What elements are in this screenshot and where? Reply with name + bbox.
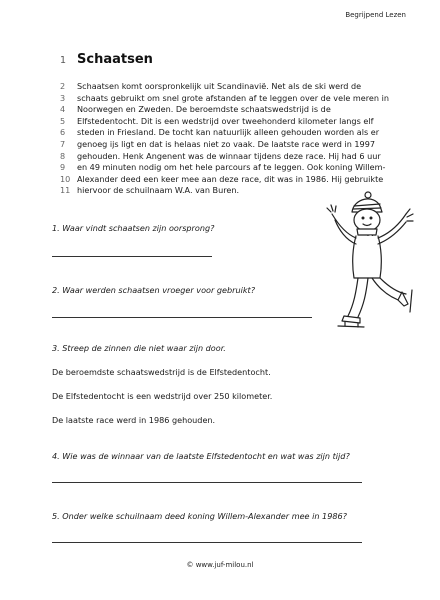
skater-illustration <box>318 190 418 340</box>
passage-line <box>60 174 420 186</box>
line-number: 11 <box>60 185 71 196</box>
answer-line-5[interactable] <box>52 542 362 543</box>
passage-line <box>60 151 420 163</box>
question-3: 3. Streep de zinnen die niet waar zijn door. <box>52 343 226 353</box>
statement-2[interactable]: De Elfstedentocht is een wedstrijd over 250 kilometer. <box>52 391 273 401</box>
passage-line <box>60 127 420 139</box>
line-number: 5 <box>60 115 66 126</box>
answer-line-2[interactable] <box>52 317 312 318</box>
line-number: 10 <box>60 173 71 184</box>
passage-line <box>60 104 420 116</box>
reading-passage <box>60 81 420 197</box>
answer-line-1[interactable] <box>52 256 212 257</box>
footer-copyright: © www.juf-milou.nl <box>186 561 254 569</box>
line-number: 7 <box>60 138 66 149</box>
question-5: 5. Onder welke schuilnaam deed koning Willem-Alexander mee in 1986? <box>52 511 347 521</box>
line-number: 3 <box>60 92 66 103</box>
line-number: 6 <box>60 127 66 138</box>
passage-text: Schaatsen komt oorspronkelijk uit Scandinavië. Net als de ski werd de <box>77 81 362 91</box>
answer-line-4[interactable] <box>52 482 362 483</box>
statement-3[interactable]: De laatste race werd in 1986 gehouden. <box>52 415 216 425</box>
statement-1[interactable]: De beroemdste schaatswedstrijd is de Elfstedentocht. <box>52 367 271 377</box>
line-number: 4 <box>60 104 66 115</box>
passage-line <box>60 116 420 128</box>
passage-text: steden in Friesland. De tocht kan natuurlijk alleen gehouden worden als er <box>77 127 380 138</box>
passage-text: Elfstedentocht. Dit is een wedstrijd over tweehonderd kilometer langs elf <box>77 115 374 126</box>
question-2: 2. Waar werden schaatsen vroeger voor gebruikt? <box>52 285 255 295</box>
line-number: 1 <box>60 55 67 66</box>
passage-line <box>60 93 420 105</box>
question-4: 4. Wie was de winnaar van de laatste Elfstedentocht en wat was zijn tijd? <box>52 451 350 461</box>
passage-text: Alexander deed een keer mee aan deze race, dit was in 1986. Hij gebruikte <box>77 173 384 184</box>
passage-line <box>60 162 420 174</box>
line-number: 9 <box>60 162 66 173</box>
header-label: Begrijpend Lezen <box>345 11 406 19</box>
passage-text: hiervoor de schuilnaam W.A. van Buren. <box>77 185 240 196</box>
line-number: 8 <box>60 150 66 161</box>
question-1: 1. Waar vindt schaatsen zijn oorsprong? <box>52 223 215 233</box>
passage-text: Noorwegen en Zweden. De beroemdste schaatswedstrijd is de <box>77 104 331 115</box>
passage-line <box>60 81 420 93</box>
passage-text: schaats gebruikt om snel grote afstanden af te leggen over de vele meren in <box>77 92 389 103</box>
page-title: Schaatsen <box>77 52 153 67</box>
passage-text: genoeg ijs ligt en dat is helaas niet zo vaak. De laatste race werd in 1997 <box>77 138 376 149</box>
passage-text: gehouden. Henk Angenent was de winnaar tijdens deze race. Hij had 6 uur <box>77 150 381 161</box>
line-number: 2 <box>60 81 66 91</box>
passage-text: en 49 minuten nodig om het hele parcours af te leggen. Ook koning Willem- <box>77 162 386 173</box>
passage-line <box>60 139 420 151</box>
